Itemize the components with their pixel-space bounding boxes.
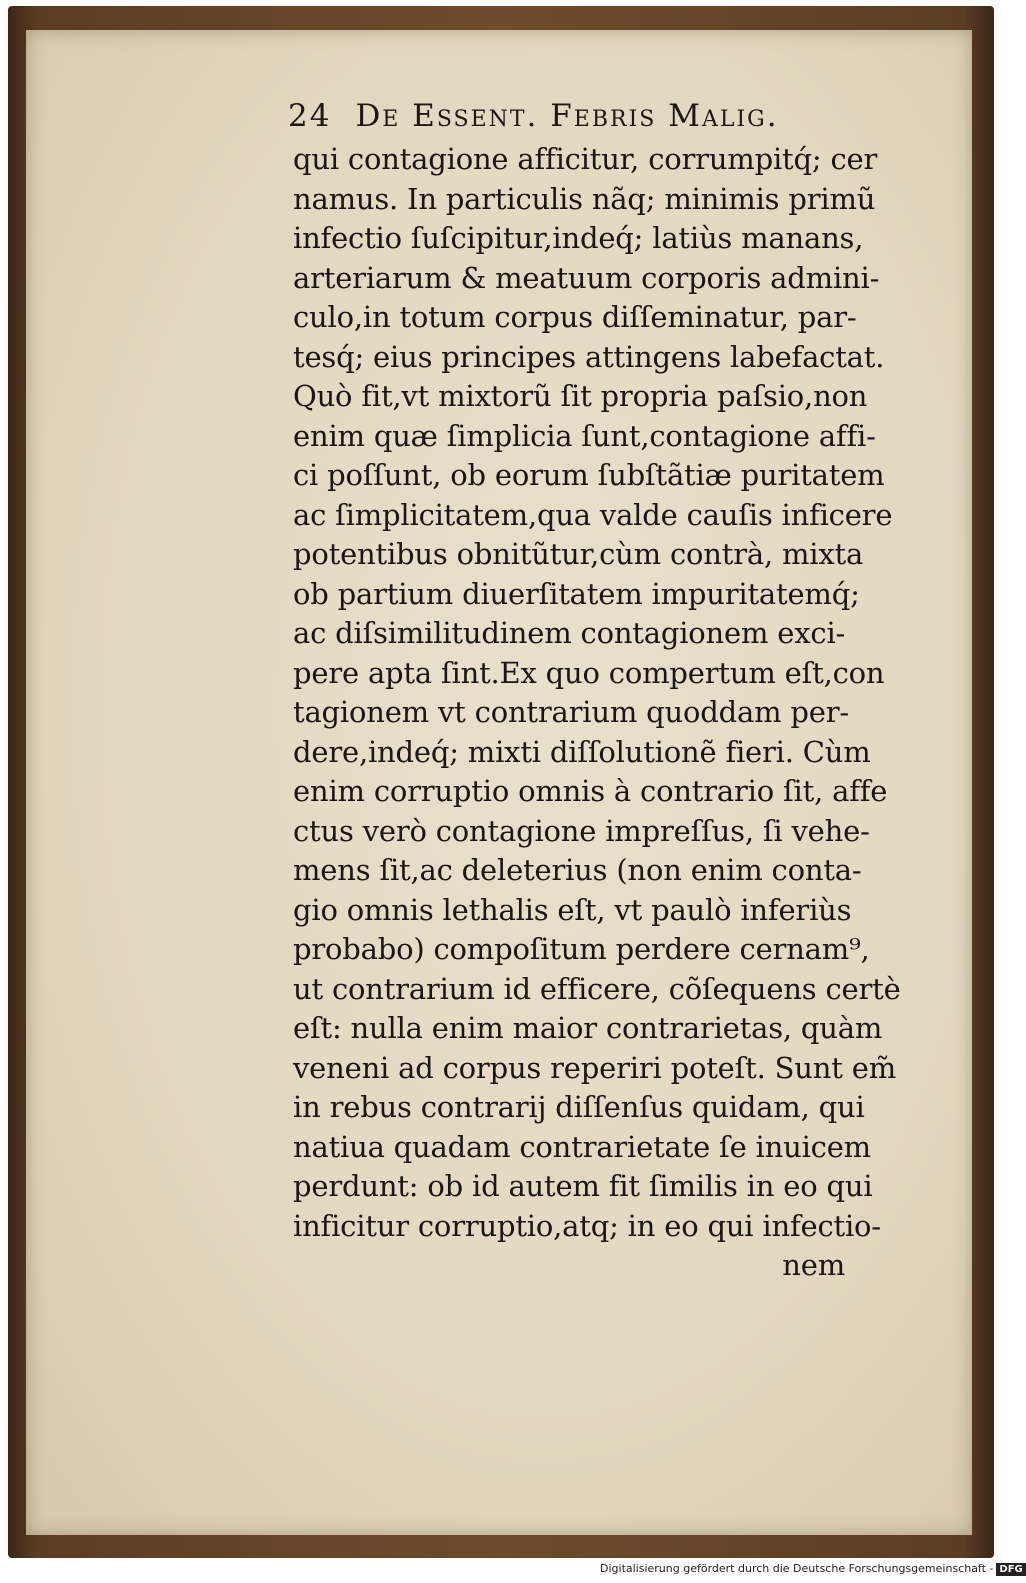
text-line: in rebus contrarij diſſenſus quidam, qui: [293, 1090, 865, 1124]
text-line: probabo) compoſitum perdere cernam⁹,: [293, 932, 870, 966]
text-line: Quò fit,vt mixtorũ ſit propria paſsio,non: [293, 379, 868, 413]
text-line: mens ſit,ac deleterius (non enim conta-: [293, 853, 862, 887]
running-head: [288, 98, 888, 134]
digitization-credit: [600, 1562, 1026, 1576]
text-line: gio omnis lethalis eſt, vt paulò inferiùs: [293, 892, 852, 927]
text-line: ob partium diuerſitatem impuritatemq́;: [293, 576, 860, 611]
text-line: ctus verò contagione impreſſus, ſi vehe-: [293, 813, 870, 848]
text-line: ut contrarium id efficere, cõſequens certè: [293, 971, 901, 1006]
text-line: enim quæ ſimplicia ſunt,contagione affi-: [293, 418, 876, 453]
text-line: inficitur corruptio,atq; in eo qui infectio-: [293, 1208, 881, 1243]
text-line: tesq́; eius principes attingens labefactat.: [293, 339, 885, 374]
text-line: qui contagione afficitur, corrumpitq́; cer: [293, 142, 878, 176]
dfg-logo: DFG: [996, 1563, 1025, 1576]
page-number: 24: [288, 98, 332, 134]
catchword: nem: [782, 1248, 845, 1282]
text-line: arteriarum & meatuum corporis admini-: [293, 260, 880, 295]
text-line: eſt: nulla enim maior contrarietas, quàm: [293, 1011, 883, 1045]
text-line: namus. In particulis nãq; minimis primũ: [293, 181, 876, 216]
credit-text: Digitalisierung gefördert durch die Deutsche Forschungsgemeinschaft -: [600, 1562, 994, 1575]
text-line: culo,in totum corpus diſſeminatur, par-: [293, 300, 857, 334]
text-line: dere,indeq́; mixti diſſolutionẽ fieri. Cùm: [293, 734, 871, 769]
text-block: [293, 140, 923, 1286]
text-line: infectio ſuſcipitur,indeq́; latiùs manans,: [293, 221, 864, 255]
text-line: ac diſsimilitudinem contagionem exci-: [293, 616, 846, 650]
text-line: ac ſimplicitatem,qua valde cauſis inficere: [293, 497, 893, 532]
running-title: De Essent. Febris Malig.: [355, 98, 779, 134]
text-line: veneni ad corpus reperiri poteſt. Sunt em̃: [293, 1050, 896, 1085]
text-line: pere apta ſint.Ex quo compertum eſt,con: [293, 655, 885, 690]
text-line: potentibus obnitũtur,cùm contrà, mixta: [293, 537, 864, 571]
text-line: tagionem vt contrarium quoddam per-: [293, 695, 849, 729]
text-line: enim corruptio omnis à contrario ſit, affe: [293, 774, 888, 808]
text-line: natiua quadam contrarietate ſe inuicem: [293, 1129, 871, 1164]
text-line: perdunt: ob id autem fit ſimilis in eo qui: [293, 1169, 873, 1203]
text-line: ci poſſunt, ob eorum ſubſtãtiæ puritatem: [293, 458, 885, 492]
